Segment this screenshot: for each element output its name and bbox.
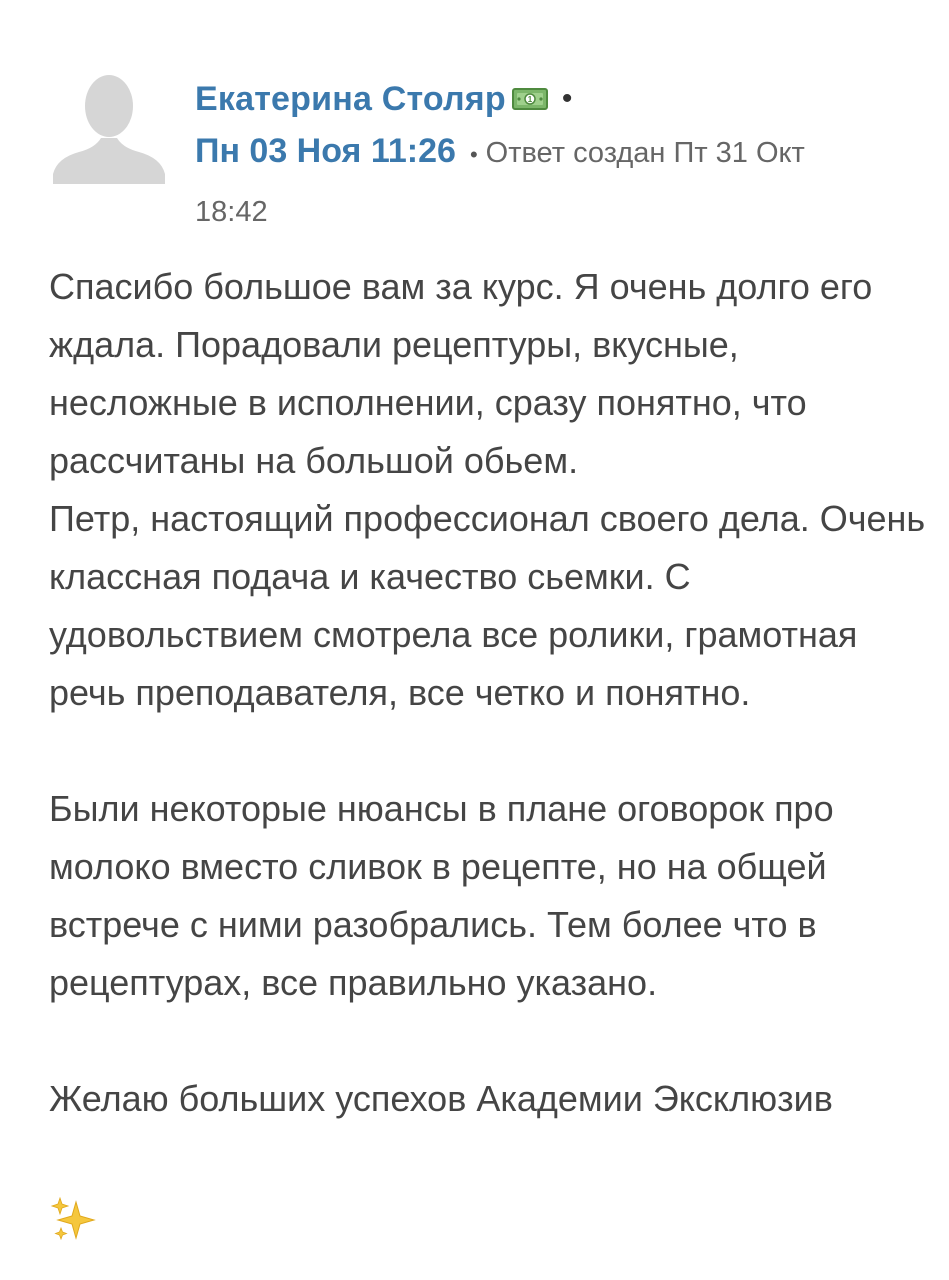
comment-paragraph: Петр, настоящий профессионал своего дела. Очень классная подача и качество сьемки. С удовольствием смотрела все ролики, грамотная речь преподавателя, все четко и понятно. xyxy=(49,498,926,713)
sparkles-icon xyxy=(50,1196,98,1244)
comment-paragraph: Были некоторые нюансы в плане оговорок про молоко вместо сливок в рецепте, но на общей встрече с ними разобрались. Тем более что в рецептурах, все правильно указано. xyxy=(49,788,834,1003)
date-line xyxy=(195,132,915,171)
comment-body xyxy=(49,258,929,1128)
svg-text:1: 1 xyxy=(527,95,533,104)
author-link[interactable]: Екатерина Столяр xyxy=(195,79,506,118)
reply-created-time: 18:42 xyxy=(195,196,268,228)
user-placeholder-icon xyxy=(53,72,165,184)
reply-created-label: Ответ создан Пт 31 Окт xyxy=(485,137,805,169)
comment-header xyxy=(195,74,915,171)
comment-paragraph: Спасибо большое вам за курс. Я очень долго его ждала. Порадовали рецептуры, вкусные, несложные в исполнении, сразу понятно, что рассчитаны на большой обьем. xyxy=(49,266,873,481)
separator-dot: • xyxy=(561,82,573,115)
avatar[interactable] xyxy=(53,72,165,184)
comment-date-link[interactable]: Пн 03 Ноя 11:26 xyxy=(195,132,456,170)
author-line xyxy=(195,74,915,124)
money-banknote-icon xyxy=(512,87,548,111)
comment-paragraph: Желаю больших успехов Академии Эксклюзив xyxy=(49,1078,833,1119)
separator-dot: • xyxy=(469,142,478,167)
